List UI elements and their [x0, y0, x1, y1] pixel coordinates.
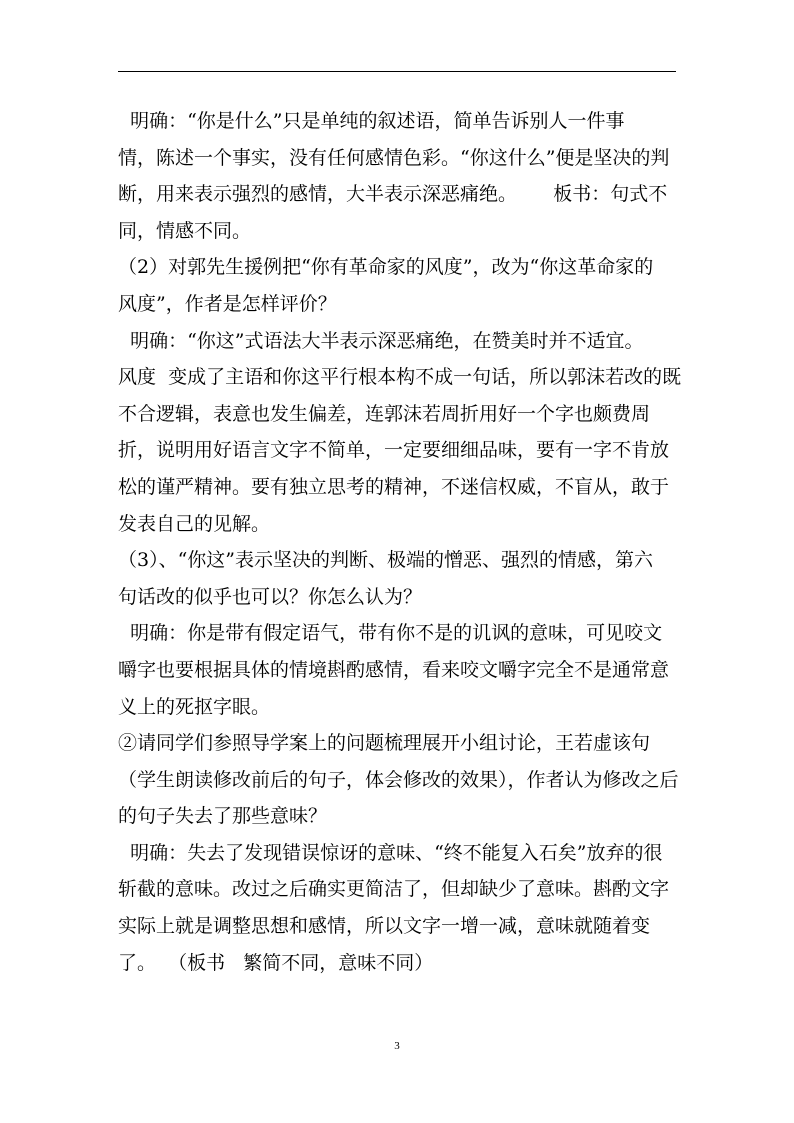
text-line: 折，说明用好语言文字不简单，一定要细细品味，要有一字不肯放 — [118, 439, 670, 462]
text-line: 实际上就是调整思想和感情，所以文字一增一减，意味就随着变 — [118, 915, 651, 938]
text-line: （2）对郭先生援例把“你有革命家的风度”，改为“你这革命家的 — [118, 256, 654, 279]
page-number: 3 — [394, 1040, 400, 1052]
text-line: ②请同学们参照导学案上的问题梳理展开小组讨论，王若虚该句 — [118, 732, 651, 755]
text-line: 明确：你是带有假定语气，带有你不是的讥讽的意味，可见咬文 — [118, 622, 663, 645]
text-line: 句话改的似乎也可以？你怎么认为？ — [118, 585, 423, 608]
text-line: 斩截的意味。改过之后确实更简洁了，但却缺少了意味。斟酌文字 — [118, 878, 670, 901]
text-line: 明确：“你这”式语法大半表示深恶痛绝，在赞美时并不适宜。 — [118, 329, 644, 352]
body-text — [118, 103, 682, 981]
text-line: 情，陈述一个事实，没有任何感情色彩。“你这什么”便是坚决的判 — [118, 146, 670, 169]
text-line: 风度 变成了主语和你这平行根本构不成一句话，所以郭沫若改的既 — [118, 366, 682, 389]
text-line: 同，情感不同。 — [118, 219, 252, 242]
text-line: 的句子失去了那些意味？ — [118, 805, 328, 828]
text-line: 义上的死抠字眼。 — [118, 695, 271, 718]
text-line: 松的谨严精神。要有独立思考的精神，不迷信权威，不盲从，敢于 — [118, 475, 670, 498]
text-line: （学生朗读修改前后的句子，体会修改的效果），作者认为修改之后 — [118, 768, 679, 791]
text-line: 断，用来表示强烈的感情，大半表示深恶痛绝。 板书：句式不 — [118, 183, 668, 206]
text-line: 风度”，作者是怎样评价？ — [118, 292, 337, 315]
text-line: 了。 （板书 繁简不同，意味不同） — [118, 951, 434, 974]
text-line: 明确：失去了发现错误惊讶的意味、“终不能复入石矣”放弃的很 — [118, 841, 663, 864]
text-line: 嚼字也要根据具体的情境斟酌感情，看来咬文嚼字完全不是通常意 — [118, 658, 670, 681]
text-line: 明确：“你是什么”只是单纯的叙述语，简单告诉别人一件事 — [118, 110, 625, 132]
header-rule — [118, 71, 676, 72]
text-line: 不合逻辑，表意也发生偏差，连郭沫若周折用好一个字也颇费周 — [118, 402, 651, 425]
text-line: （3）、“你这”表示坚决的判断、极端的憎恶、强烈的情感，第六 — [118, 549, 654, 572]
text-line: 发表自己的见解。 — [118, 512, 271, 535]
